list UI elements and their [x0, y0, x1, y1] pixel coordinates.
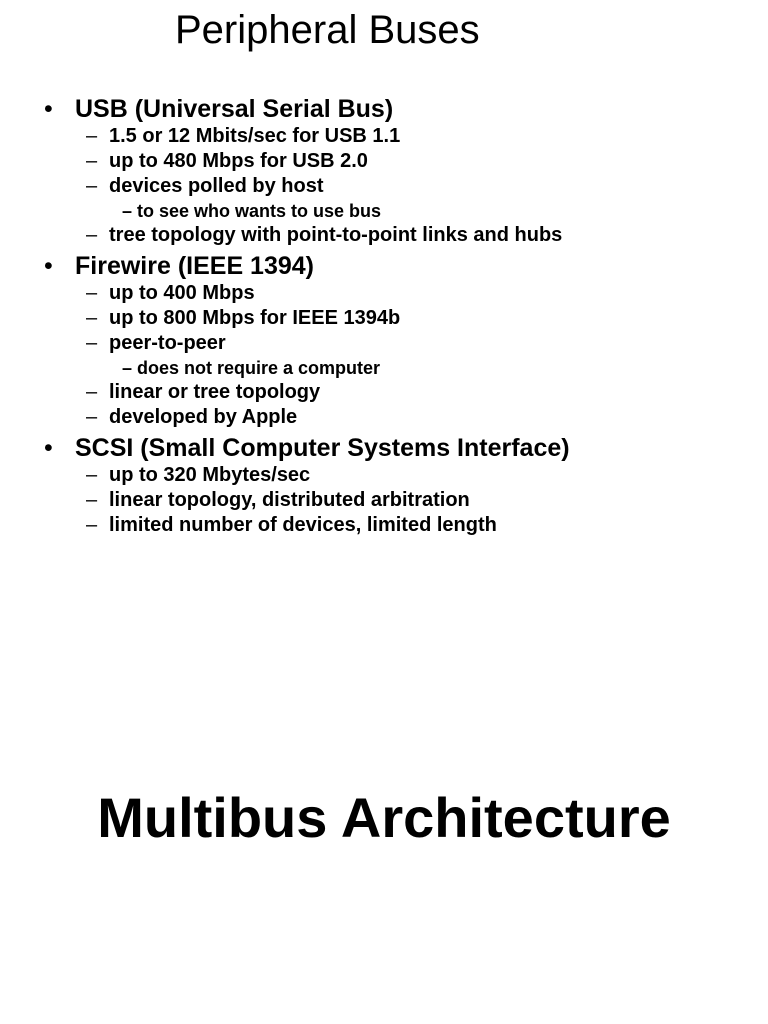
dash-marker: –	[86, 464, 98, 486]
dash-marker: –	[86, 406, 98, 428]
bullet-item	[0, 306, 768, 331]
dash-marker: –	[86, 282, 98, 304]
bullet-item-text: up to 320 Mbytes/sec	[109, 464, 311, 486]
bullet-marker: •	[44, 252, 53, 280]
bullet-item	[0, 380, 768, 405]
bullet-subitem	[0, 356, 768, 380]
bullet-item-text: up to 400 Mbps	[109, 282, 255, 304]
bullet-item-text: 1.5 or 12 Mbits/sec for USB 1.1	[109, 125, 401, 147]
bullet-item	[0, 513, 768, 538]
bullet-subitem-text: – to see who wants to use bus	[122, 201, 382, 221]
bullet-item-text: up to 480 Mbps for USB 2.0	[109, 150, 368, 172]
dash-marker: –	[86, 307, 98, 329]
dash-marker: –	[86, 125, 98, 147]
bullet-item-text: linear topology, distributed arbitration	[109, 489, 470, 511]
bullet-item-text: devices polled by host	[109, 175, 324, 197]
dash-marker: –	[86, 150, 98, 172]
bullet-item	[0, 223, 768, 248]
bullet-marker: •	[44, 95, 53, 123]
bullet-item-text: limited number of devices, limited length	[109, 514, 497, 536]
bullet-heading-text: USB (Universal Serial Bus)	[75, 95, 394, 123]
bullet-item	[0, 405, 768, 430]
bullet-subitem-text: – does not require a computer	[122, 358, 381, 378]
bullet-heading	[0, 433, 768, 463]
bullet-item-text: tree topology with point-to-point links and hubs	[109, 224, 563, 246]
bullet-item-text: peer-to-peer	[109, 332, 226, 354]
bullet-item-text: developed by Apple	[109, 406, 298, 428]
bullet-heading	[0, 251, 768, 281]
bullet-item	[0, 149, 768, 174]
bullet-item	[0, 281, 768, 306]
page-title: Peripheral Buses	[175, 8, 480, 52]
bullet-heading	[0, 94, 768, 124]
bullet-item	[0, 124, 768, 149]
bullet-heading-text: SCSI (Small Computer Systems Interface)	[75, 434, 570, 462]
bullet-marker: •	[44, 434, 53, 462]
dash-marker: –	[86, 224, 98, 246]
bullet-item-text: linear or tree topology	[109, 381, 321, 403]
bullet-item	[0, 463, 768, 488]
bullet-subitem	[0, 199, 768, 223]
dash-marker: –	[86, 489, 98, 511]
section-title: Multibus Architecture	[97, 786, 671, 849]
bullet-item	[0, 174, 768, 199]
dash-marker: –	[86, 514, 98, 536]
bullet-item	[0, 488, 768, 513]
bullet-item-text: up to 800 Mbps for IEEE 1394b	[109, 307, 401, 329]
dash-marker: –	[86, 175, 98, 197]
bullet-item	[0, 331, 768, 356]
dash-marker: –	[86, 381, 98, 403]
bullet-heading-text: Firewire (IEEE 1394)	[75, 252, 315, 280]
dash-marker: –	[86, 332, 98, 354]
bullet-list	[0, 94, 768, 538]
